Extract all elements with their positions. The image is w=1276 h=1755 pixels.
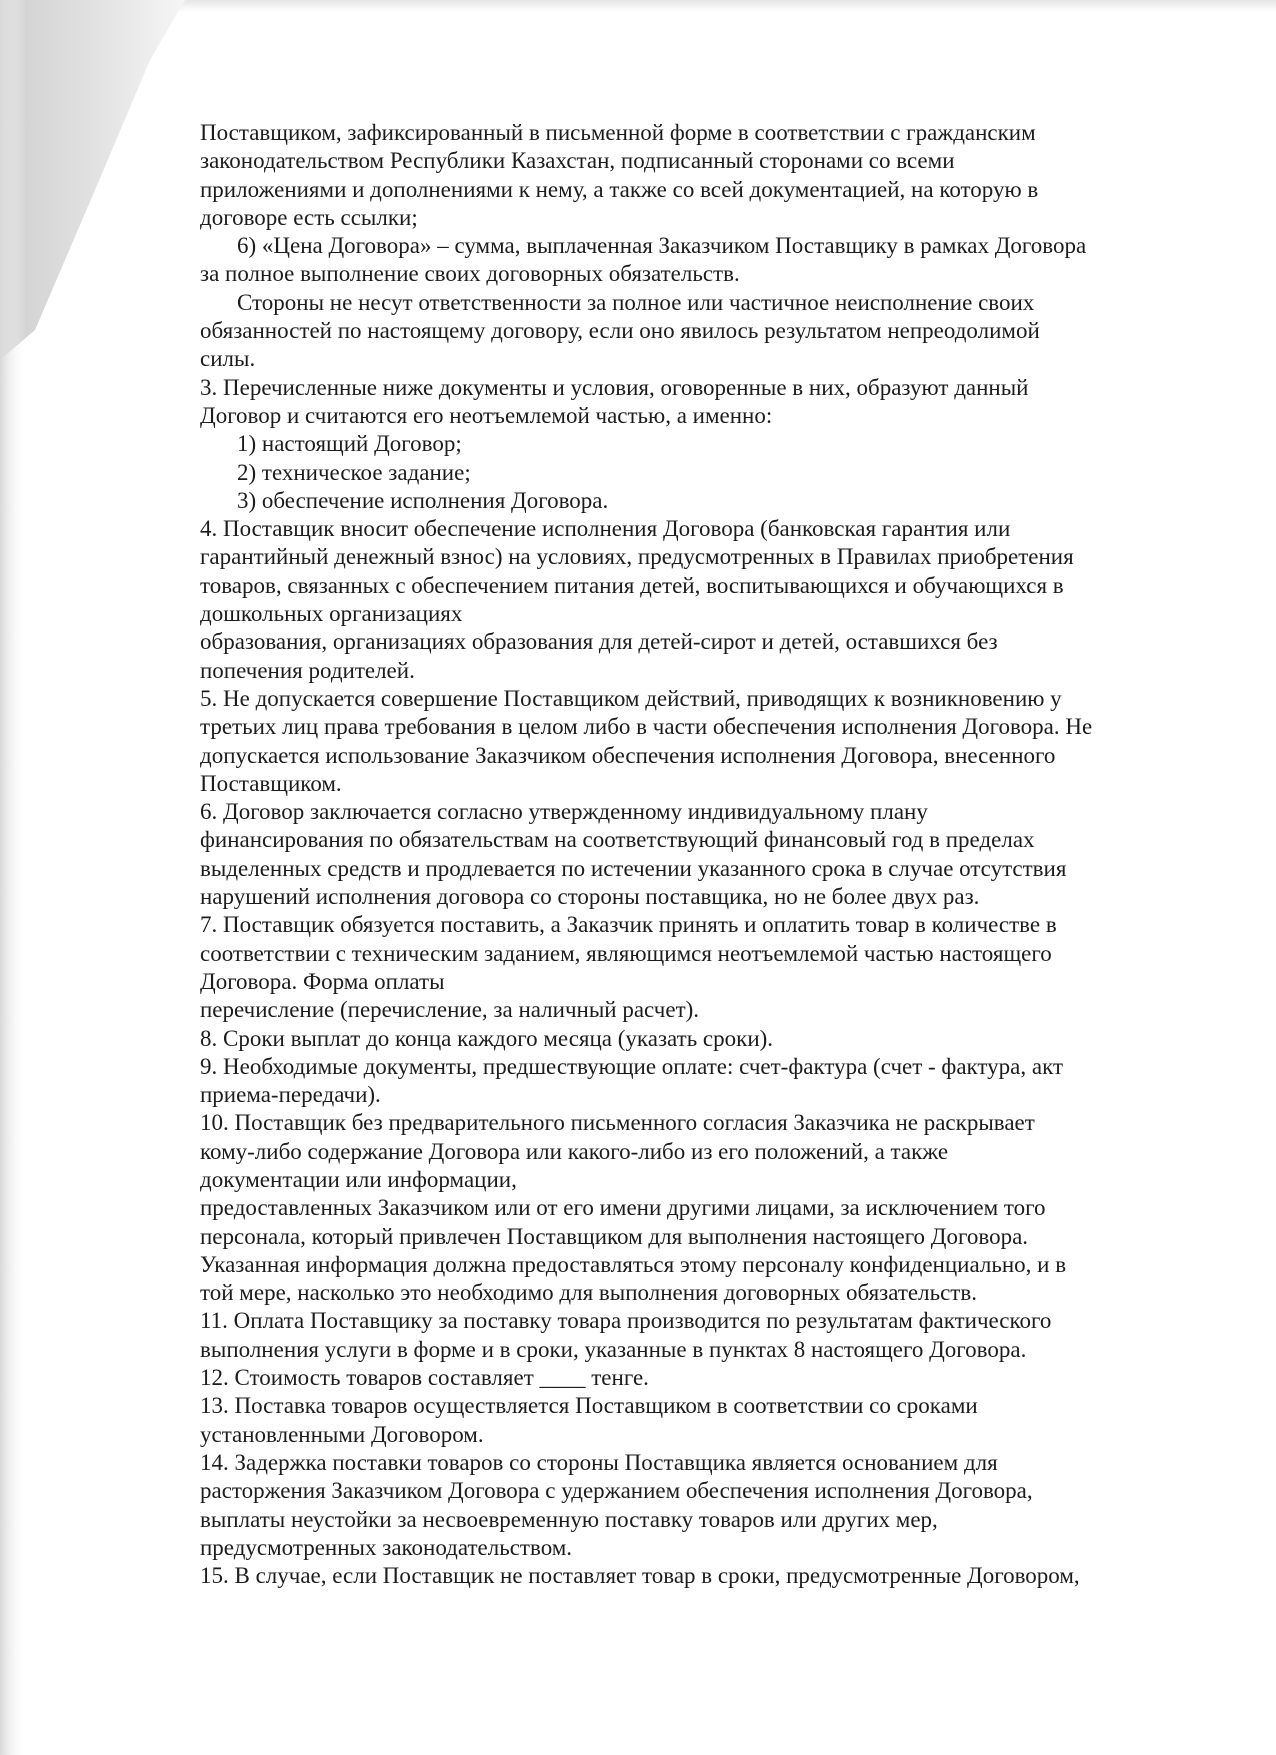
document-line: документации или информации,: [200, 1166, 517, 1192]
document-line: гарантийный денежный взнос) на условиях, предусмотренных в Правилах приобретения: [200, 544, 1074, 570]
document-line: 6. Договор заключается согласно утвержденному индивидуальному плану: [200, 799, 928, 825]
document-line: 3) обеспечение исполнения Договора.: [237, 487, 609, 513]
document-line: установленными Договором.: [200, 1421, 484, 1447]
document-line: приложениями и дополнениями к нему, а также со всей документацией, на которую в: [200, 176, 1039, 202]
document-line: 4. Поставщик вносит обеспечение исполнения Договора (банковская гарантия или: [200, 516, 1011, 542]
document-line: 15. В случае, если Поставщик не поставляет товар в сроки, предусмотренные Договором,: [200, 1563, 1080, 1589]
document-line: расторжения Заказчиком Договора с удержанием обеспечения исполнения Договора,: [200, 1478, 1033, 1504]
document-line: Договор и считаются его неотъемлемой частью, а именно:: [200, 402, 773, 428]
document-line: 14. Задержка поставки товаров со стороны Поставщика является основанием для: [200, 1449, 998, 1475]
document-line: обязанностей по настоящему договору, если оно явилось результатом непреодолимой: [200, 318, 1040, 344]
scan-top-edge: [0, 0, 1276, 12]
document-line: выплаты неустойки за несвоевременную поставку товаров или других мер,: [200, 1506, 938, 1532]
document-line: приема-передачи).: [200, 1082, 381, 1108]
document-line: дошкольных организациях: [200, 601, 463, 627]
document-line: 13. Поставка товаров осуществляется Поставщиком в соответствии со сроками: [200, 1393, 978, 1419]
document-line: 6) «Цена Договора» – сумма, выплаченная Заказчиком Поставщику в рамках Договора: [237, 233, 1087, 259]
document-line: 2) техническое задание;: [237, 459, 471, 485]
document-line: финансирования по обязательствам на соответствующий финансовый год в пределах: [200, 827, 1035, 853]
page-fold-shadow: [0, 0, 230, 1755]
document-line: Поставщиком.: [200, 770, 342, 796]
document-line: за полное выполнение своих договорных обязательств.: [200, 261, 740, 287]
document-line: 12. Стоимость товаров составляет ____ тенге.: [200, 1365, 649, 1391]
document-line: товаров, связанных с обеспечением питания детей, воспитывающихся и обучающихся в: [200, 572, 1064, 598]
document-line: Указанная информация должна предоставляться этому персоналу конфиденциально, и в: [200, 1251, 1067, 1277]
document-line: предусмотренных законодательством.: [200, 1534, 573, 1560]
document-line: Стороны не несут ответственности за полное или частичное неисполнение своих: [237, 289, 1035, 315]
document-line: 8. Сроки выплат до конца каждого месяца (указать сроки).: [200, 1025, 774, 1051]
document-line: образования, организациях образования для детей-сирот и детей, оставшихся без: [200, 629, 998, 655]
document-line: 7. Поставщик обязуется поставить, а Заказчик принять и оплатить товар в количестве в: [200, 912, 1057, 938]
document-line: Поставщиком, зафиксированный в письменной форме в соответствии с гражданским: [200, 120, 1036, 145]
document-line: 11. Оплата Поставщику за поставку товара производится по результатам фактического: [200, 1308, 1052, 1334]
document-line: кому-либо содержание Договора или какого-либо из его положений, а также: [200, 1138, 949, 1164]
document-line: допускается использование Заказчиком обеспечения исполнения Договора, внесенного: [200, 742, 1056, 768]
document-line: выделенных средств и продлевается по истечении указанного срока в случае отсутствия: [200, 855, 1067, 881]
document-line: третьих лиц права требования в целом либо в части обеспечения исполнения Договора. Не: [200, 714, 1093, 740]
document-line: 10. Поставщик без предварительного письменного согласия Заказчика не раскрывает: [200, 1110, 1035, 1136]
document-line: персонала, который привлечен Поставщиком для выполнения настоящего Договора.: [200, 1223, 1029, 1249]
document-body: [200, 119, 1200, 1590]
document-line: договоре есть ссылки;: [200, 204, 418, 230]
document-line: силы.: [200, 346, 256, 372]
document-line: перечисление (перечисление, за наличный расчет).: [200, 997, 700, 1023]
document-line: 1) настоящий Договор;: [237, 431, 462, 457]
document-line: 5. Не допускается совершение Поставщиком действий, приводящих к возникновению у: [200, 685, 1062, 711]
document-line: соответствии с техническим заданием, являющимся неотъемлемой частью настоящего: [200, 940, 1052, 966]
document-line: 3. Перечисленные ниже документы и условия, оговоренные в них, образуют данный: [200, 374, 1029, 400]
document-line: 9. Необходимые документы, предшествующие оплате: счет-фактура (счет - фактура, акт: [200, 1053, 1063, 1079]
document-line: законодательством Республики Казахстан, подписанный сторонами со всеми: [200, 148, 955, 174]
document-line: Договора. Форма оплаты: [200, 968, 445, 994]
document-line: попечения родителей.: [200, 657, 415, 683]
document-line: предоставленных Заказчиком или от его имени другими лицами, за исключением того: [200, 1195, 1046, 1221]
document-line: той мере, насколько это необходимо для выполнения договорных обязательств.: [200, 1280, 977, 1306]
document-line: выполнения услуги в форме и в сроки, указанные в пунктах 8 настоящего Договора.: [200, 1336, 1027, 1362]
document-line: нарушений исполнения договора со стороны поставщика, но не более двух раз.: [200, 884, 980, 910]
